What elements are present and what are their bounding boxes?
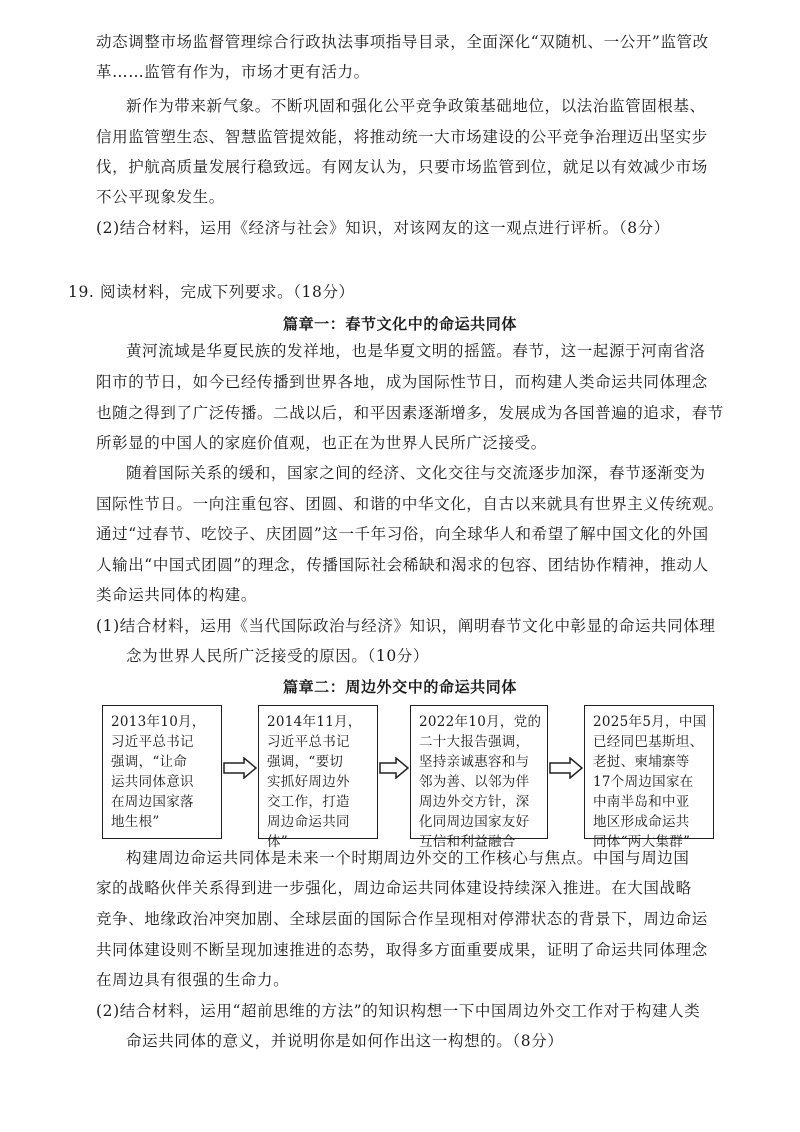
text-line: 共同体建设则不断呈现加速推进的态势，取得多方面重要成果，证明了命运共同体理念 [96, 941, 708, 959]
text-line: 阳市的节日，如今已经传播到世界各地，成为国际性节日，而构建人类命运共同体理念 [96, 373, 708, 391]
right-arrow-icon [222, 757, 258, 779]
timeline-box-2014 [258, 705, 378, 850]
text-line: 家的战略伙伴关系得到进一步强化，周边命运共同体建设持续深入推进。在大国战略 [96, 879, 692, 897]
text-line: 竞争、地缘政治冲突加剧、全球层面的国际合作呈现相对停滞状态的背景下，周边命运 [96, 910, 708, 928]
timeline-text: 地区形成命运共 [593, 814, 690, 830]
text-line: 构建周边命运共同体是未来一个时期周边外交的工作核心与焦点。中国与周边国 [126, 849, 690, 867]
timeline-text: 2014年11月， [267, 714, 362, 730]
text-line: 在周边具有很强的生命力。 [96, 971, 290, 989]
timeline-text: 化同周边国家友好 [419, 814, 530, 830]
timeline-text: 坚持亲诚惠容和与 [419, 754, 530, 770]
timeline-text: 交工作，打造 [267, 794, 350, 810]
text-line: 也随之得到了广泛传播。二战以后，和平因素逐渐增多，发展成为各国普遍的追求，春节 [96, 404, 724, 422]
timeline-text: 习近平总书记 [111, 734, 194, 750]
right-arrow-icon [549, 757, 583, 779]
timeline-text: 2022年10月，党的 [419, 714, 542, 730]
question-19-header: 19. 阅读材料，完成下列要求。（18分） [68, 283, 355, 301]
text-line: 所彰显的中国人的家庭价值观，也正在为世界人民所广泛接受。 [96, 434, 547, 452]
timeline-text: 强调，“要切 [267, 754, 344, 770]
timeline-text: 习近平总书记 [267, 734, 350, 750]
text-line: 随着国际关系的缓和，国家之间的经济、文化交往与交流逐步加深，春节逐渐变为 [126, 464, 706, 482]
timeline-text: 体” [267, 834, 289, 850]
chapter-1-title: 篇章一：春节文化中的命运共同体 [282, 315, 517, 333]
timeline-text: 已经同巴基斯坦、 [593, 734, 704, 750]
timeline-box-2025 [584, 705, 714, 850]
timeline-text: 17个周边国家在 [593, 774, 694, 790]
question-19-2: 命运共同体的意义，并说明你是如何作出这一构想的。（8分） [126, 1032, 564, 1050]
question-18-2: (2)结合材料，运用《经济与社会》知识，对该网友的这一观点进行评析。（8分） [96, 219, 670, 237]
timeline-text: 强调，“让命 [111, 754, 188, 770]
text-line: 通过“过春节、吃饺子、庆团圆”这一千年习俗，向全球华人和希望了解中国文化的外国 [96, 525, 709, 543]
timeline-text: 周边外交方针，深 [419, 794, 530, 810]
timeline-text: 互信和利益融合 [419, 834, 516, 850]
text-line: 类命运共同体的构建。 [96, 586, 258, 604]
text-line: 革……监管有作为，市场才更有活力。 [96, 63, 370, 81]
text-line: 国际性节日。一向注重包容、团圆、和谐的中华文化，自古以来就具有世界主义传统观。 [96, 495, 724, 513]
text-line: 新作为带来新气象。不断巩固和强化公平竞争政策基础地位，以法治监管固根基、 [126, 97, 706, 115]
timeline-text: 老挝、柬埔寨等 [593, 754, 690, 770]
chapter-2-title: 篇章二：周边外交中的命运共同体 [282, 678, 517, 696]
question-19-1: (1)结合材料，运用《当代国际政治与经济》知识，阐明春节文化中彰显的命运共同体理 [96, 617, 716, 635]
question-19-1: 念为世界人民所广泛接受的原因。（10分） [126, 647, 429, 665]
timeline-text: 中南半岛和中亚 [593, 794, 690, 810]
right-arrow-icon [379, 757, 409, 779]
text-line: 信用监管塑生态、智慧监管提效能，将推动统一大市场建设的公平竞争治理迈出坚实步 [96, 128, 708, 146]
timeline-text: 实抓好周边外 [267, 774, 350, 790]
timeline-text: 运共同体意识 [111, 774, 194, 790]
timeline-text: 同体“两大集群” [593, 834, 691, 850]
text-line: 人输出“中国式团圆”的理念，传播国际社会稀缺和渴求的包容、团结协作精神，推动人 [96, 556, 709, 574]
text-line: 动态调整市场监督管理综合行政执法事项指导目录，全面深化“双随机、一公开”监管改 [96, 33, 709, 51]
text-line: 黄河流域是华夏民族的发祥地，也是华夏文明的摇篮。春节，这一起源于河南省洛 [126, 342, 706, 360]
timeline-box-2022 [410, 705, 548, 850]
timeline-text: 周边命运共同 [267, 814, 350, 830]
timeline-text: 邻为善、以邻为伴 [419, 774, 530, 790]
question-19-2: (2)结合材料，运用“超前思维的方法”的知识构想一下中国周边外交工作对于构建人类 [96, 1002, 701, 1020]
timeline-text: 地生根” [111, 814, 160, 830]
timeline-text: 2025年5月，中国 [593, 714, 707, 730]
timeline-text: 二十大报告强调， [419, 734, 530, 750]
text-line: 伐，护航高质量发展行稳致远。有网友认为，只要市场监管到位，就足以有效减少市场 [96, 158, 708, 176]
text-line: 不公平现象发生。 [96, 188, 225, 206]
timeline-text: 2013年10月， [111, 714, 206, 730]
timeline-text: 在周边国家落 [111, 794, 194, 810]
timeline-box-2013 [102, 705, 222, 839]
